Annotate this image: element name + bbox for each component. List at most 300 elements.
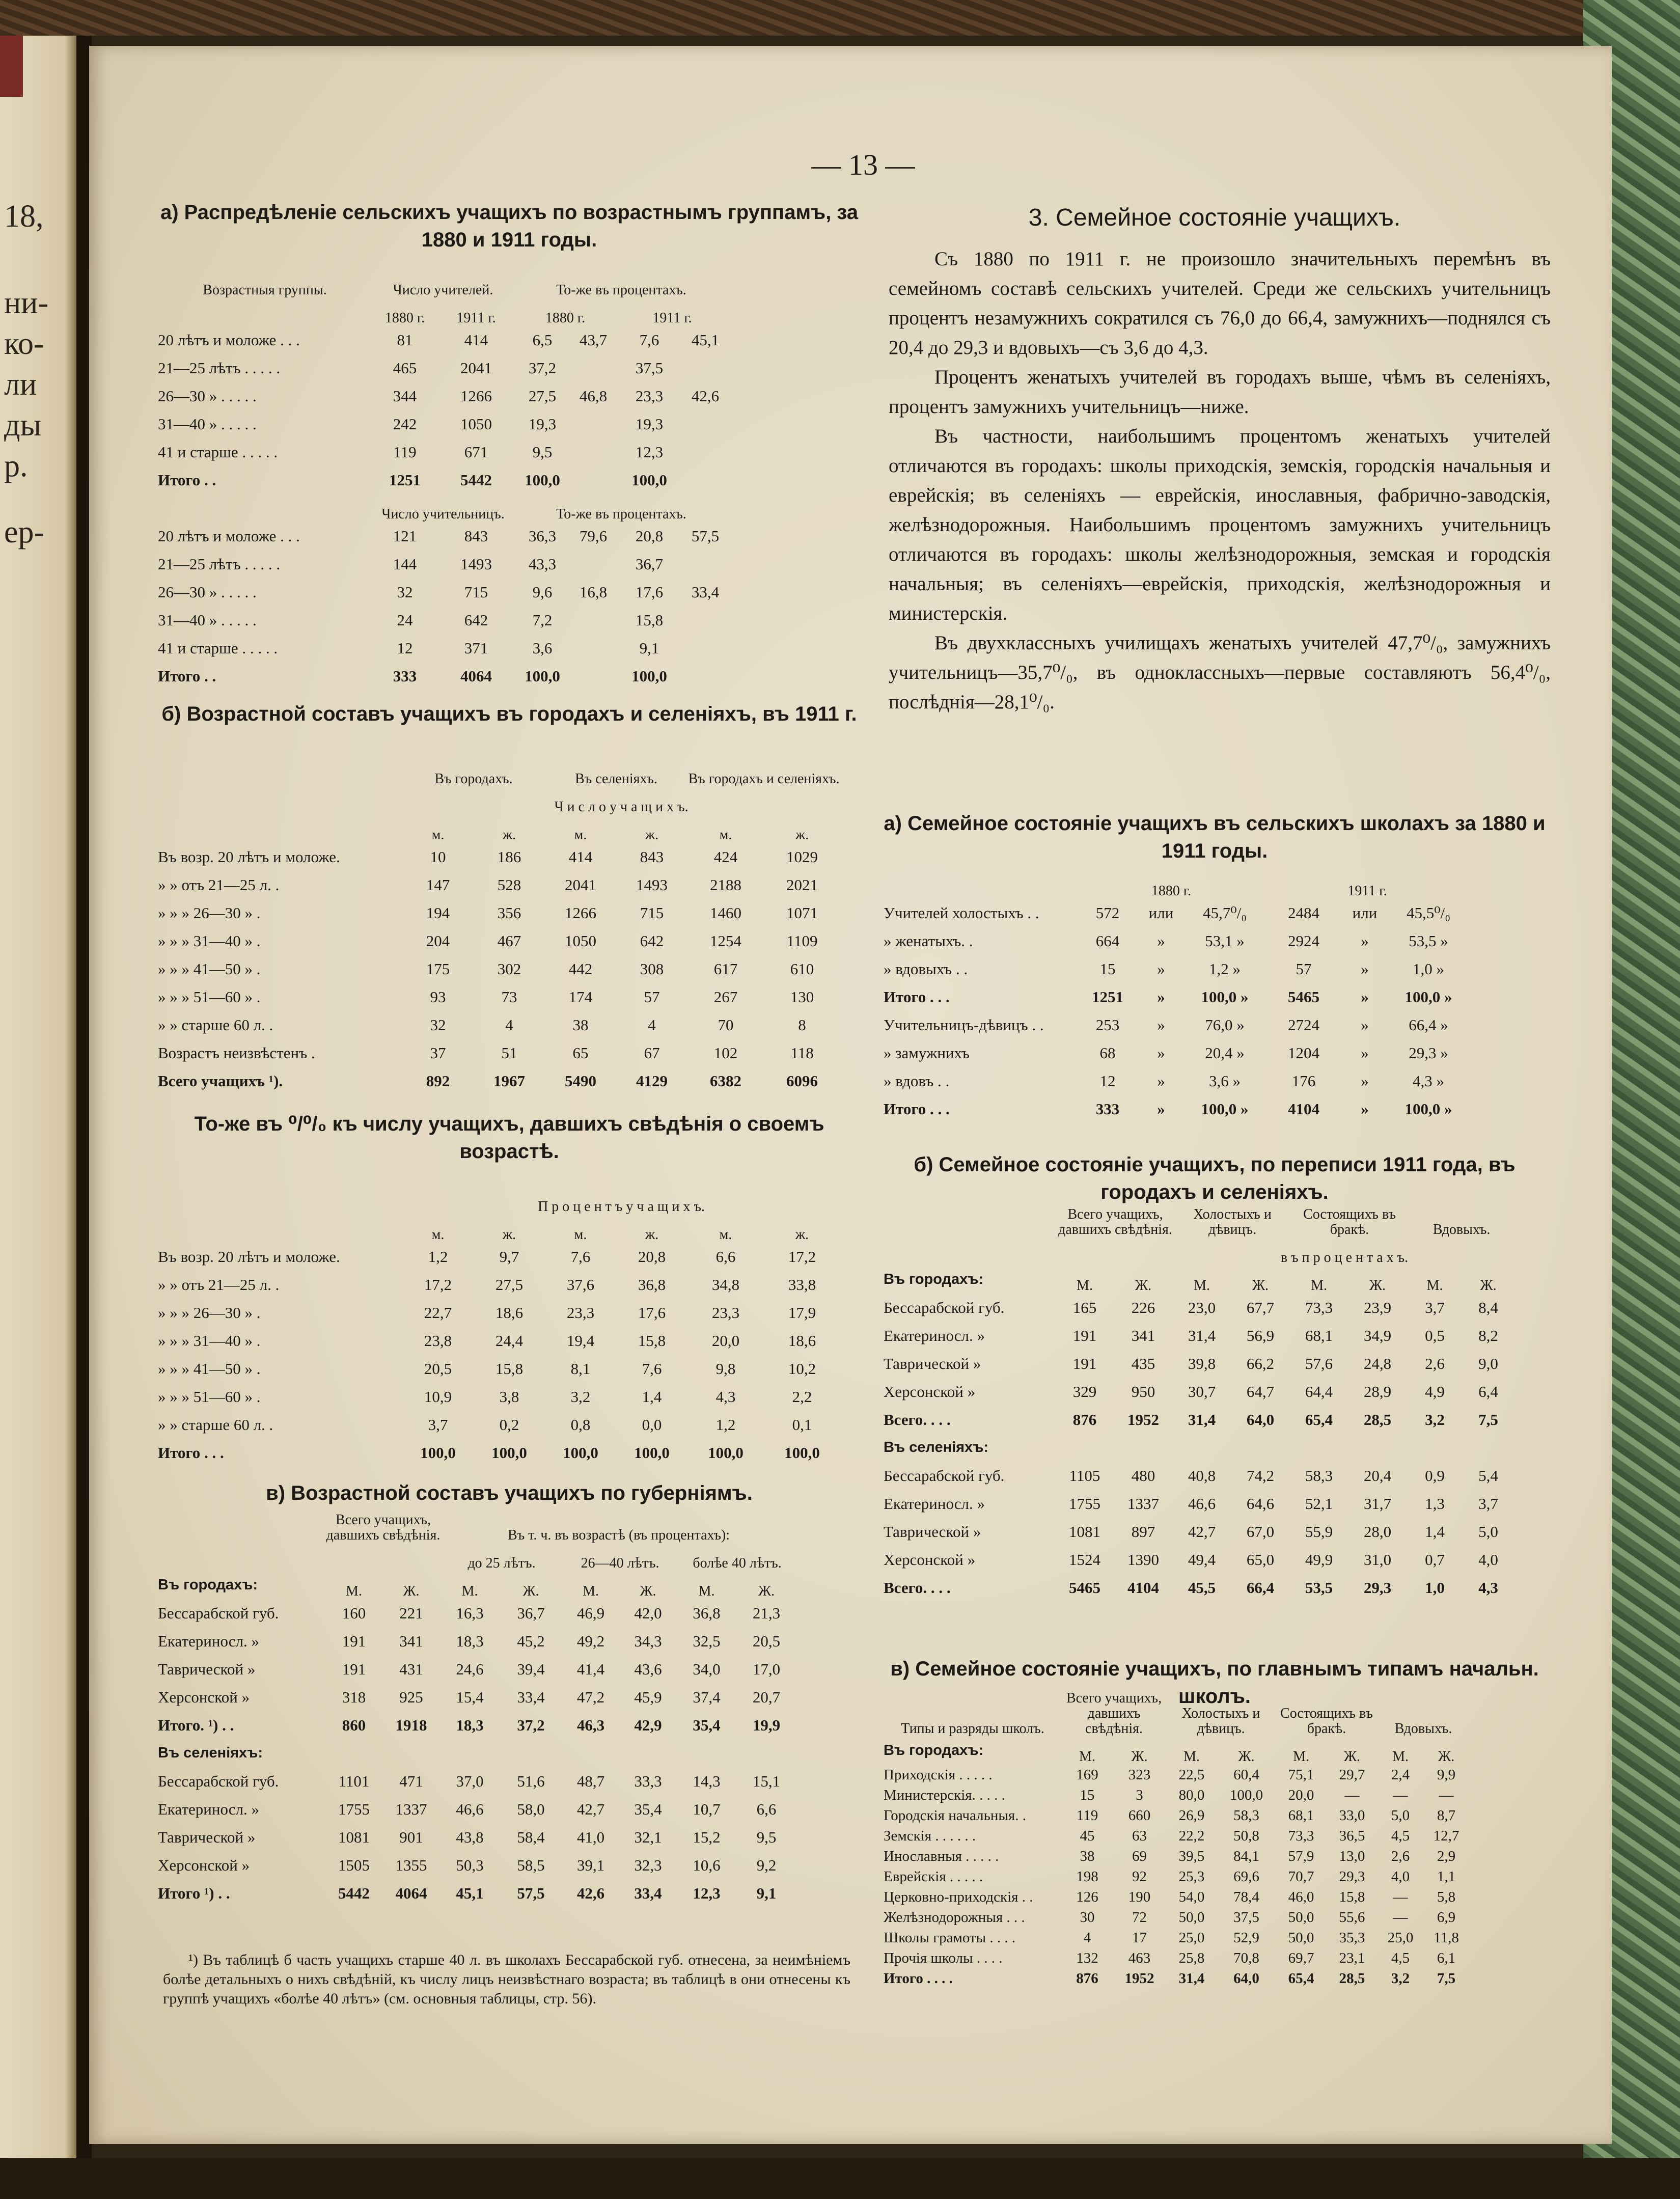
table-cell: 1755 (338, 1800, 370, 1818)
table-cell: 100,0 (784, 1443, 820, 1462)
table-cell: 1,2 » (1209, 959, 1241, 978)
table-cell: То-же въ процентахъ. (556, 282, 686, 298)
table-row (158, 1879, 797, 1907)
header-row (884, 1207, 1515, 1238)
table-cell: Ж. (1369, 1278, 1386, 1294)
table-cell: 19,9 (752, 1716, 781, 1734)
table-cell: 1,0 » (1413, 959, 1444, 978)
table-cell: М. (1194, 1278, 1210, 1294)
header-row (158, 1513, 797, 1543)
table-cell: 3,7 (428, 1415, 448, 1434)
table-cell: 9,1 (756, 1884, 777, 1902)
table-cell: 843 (640, 847, 664, 866)
table-cell: 132 (1076, 1949, 1098, 1966)
table-cell: 2924 (1288, 931, 1319, 950)
table-cell: 58,3 (1305, 1466, 1333, 1485)
table-cell: Всего. . . . (884, 1410, 951, 1428)
table-cell: 3,2 (570, 1387, 591, 1406)
header-row (158, 298, 728, 326)
table-cell: ж. (645, 827, 659, 843)
table-cell: 76,0 » (1205, 1015, 1245, 1034)
table-cell: 715 (640, 903, 664, 922)
table-cell: Холостыхъ и дѣвицъ. (1193, 1207, 1272, 1238)
table-cell: » (1361, 931, 1369, 950)
table-cell: 45,7⁰/₀ (1202, 903, 1247, 922)
table-cell: 5465 (1288, 987, 1319, 1006)
cover-bottom-edge (0, 2158, 1680, 2199)
table-cell: 60,4 (1233, 1766, 1259, 1783)
table-cell: » (1361, 1015, 1369, 1034)
table-cell: 46,6 (1188, 1494, 1216, 1513)
table-cell: 9,2 (756, 1856, 777, 1874)
table-cell: 1081 (1069, 1522, 1100, 1541)
table-cell: 1071 (786, 903, 818, 922)
table-cell: 253 (1095, 1015, 1120, 1034)
table-cell: 1,2 (428, 1247, 448, 1266)
table-cell: до 25 лѣтъ. (467, 1555, 536, 1571)
table-cell: 67,0 (1246, 1522, 1275, 1541)
table-cell: 1460 (710, 903, 742, 922)
table-cell: 5,0 (1391, 1807, 1410, 1824)
table-cell (570, 438, 616, 466)
table-cell: 6,4 (1478, 1382, 1498, 1400)
table-cell (570, 466, 616, 494)
table-cell: 329 (1072, 1382, 1097, 1400)
table-cell: 715 (464, 583, 488, 601)
table-cell: 100,0 (525, 471, 560, 489)
table-cell: Ж. (1131, 1749, 1148, 1765)
table-row (158, 410, 728, 438)
table-row (884, 1928, 1469, 1948)
table-cell: Въ городахъ: (884, 1742, 984, 1758)
table-cell: 66,4 » (1409, 1015, 1448, 1034)
table-cell: 73 (501, 987, 517, 1006)
table-cell: 2,6 (1391, 1848, 1410, 1864)
table-cell: 67,7 (1246, 1298, 1275, 1316)
table-row (158, 382, 728, 410)
table-cell: 4104 (1288, 1100, 1319, 1118)
table-cell: 36,7 (635, 555, 664, 573)
table-cell: 5,8 (1437, 1888, 1456, 1905)
table-cell: 6,6 (756, 1800, 777, 1818)
table-cell: 58,4 (517, 1828, 545, 1846)
table-cell: 75,1 (1288, 1766, 1314, 1783)
table-row (884, 1406, 1515, 1434)
table-cell: 2188 (710, 875, 742, 894)
table-cell: Холостыхъ и дѣвицъ. (1181, 1706, 1260, 1737)
table-cell: 55,6 (1339, 1909, 1365, 1926)
table-cell: 2484 (1288, 903, 1319, 922)
table-cell: 424 (713, 847, 738, 866)
table-cell: 2,6 (1425, 1354, 1445, 1372)
table-cell: 1050 (565, 931, 597, 950)
header-row (158, 1215, 840, 1243)
table-cell: 5442 (338, 1884, 370, 1902)
table-cell: 24 (397, 611, 413, 629)
table-cell: 191 (342, 1632, 366, 1650)
table-row (158, 326, 728, 354)
table-cell: Херсонской » (884, 1382, 976, 1400)
table-row (158, 634, 728, 662)
table-cell: 45 (1080, 1827, 1095, 1844)
header-row (884, 1737, 1469, 1765)
table-cell: Итого ¹) . . (158, 1884, 230, 1902)
table-cell: 46,8 (579, 387, 608, 405)
table-cell: 610 (790, 959, 814, 978)
table-cell: 318 (342, 1688, 366, 1706)
table-cell: 4064 (395, 1884, 427, 1902)
table-cell: 414 (464, 331, 488, 349)
table-cell: 3,8 (499, 1387, 519, 1406)
right-body-text (889, 244, 1551, 717)
table-cell: 4,3 (715, 1387, 736, 1406)
table-cell: 897 (1131, 1522, 1155, 1541)
table-cell: Возрастныя группы. (203, 282, 327, 298)
table-cell: 1880 г. (545, 310, 586, 326)
table-cell: 12,7 (1433, 1827, 1459, 1844)
table-cell: Ж. (1238, 1749, 1255, 1765)
table-row (884, 1785, 1469, 1805)
table-cell: 40,8 (1188, 1466, 1216, 1485)
table-cell (158, 787, 402, 815)
table-cell: 6096 (786, 1071, 818, 1090)
table-cell: 480 (1131, 1466, 1155, 1485)
table-cell: 57 (644, 987, 660, 1006)
table-cell: Въ городахъ и селеніяхъ. (688, 771, 840, 787)
table-cell: 371 (464, 639, 488, 657)
table-cell: 57,6 (1305, 1354, 1333, 1372)
table-cell: 38 (572, 1015, 589, 1034)
table-cell: 54,0 (1178, 1888, 1205, 1905)
table-cell: 118 (790, 1043, 814, 1062)
table-cell: 435 (1131, 1354, 1155, 1372)
table-cell: 100,0 (631, 667, 667, 685)
table-row (884, 1350, 1515, 1378)
table-row (158, 662, 728, 690)
table-cell: Еврейскія . . . . . (884, 1868, 983, 1885)
table-cell: Возрастъ неизвѣстенъ . (158, 1043, 315, 1062)
table-cell: 92 (1132, 1868, 1147, 1885)
table-cell: 35,4 (693, 1716, 721, 1734)
table-cell: Итого . . . (884, 987, 950, 1006)
table-cell: ж. (502, 1227, 516, 1243)
table-row (158, 843, 840, 871)
table-cell: 5490 (565, 1071, 597, 1090)
table-cell: 147 (426, 875, 450, 894)
table-cell: 55,9 (1305, 1522, 1333, 1541)
table-cell: 15,8 (638, 1331, 666, 1350)
table-cell: 31,4 (1188, 1326, 1216, 1344)
table-cell: М. (1293, 1749, 1309, 1765)
right-table-c (884, 1691, 1469, 1989)
table-cell: 20,4 » (1205, 1043, 1245, 1062)
cover-top-edge (0, 0, 1680, 36)
table-cell: м. (719, 827, 732, 843)
table-row (158, 1299, 840, 1327)
table-row (158, 1795, 797, 1823)
table-cell: 32 (430, 1015, 446, 1034)
table-cell: 1911 г. (652, 310, 692, 326)
table-cell: 64,6 (1246, 1494, 1275, 1513)
table-cell: » (1157, 1043, 1165, 1062)
table-cell: 10 (430, 847, 446, 866)
table-cell: 2724 (1288, 1015, 1319, 1034)
table-cell: 43,8 (456, 1828, 484, 1846)
table-cell: 0,8 (570, 1415, 591, 1434)
table-cell: 37,0 (456, 1772, 484, 1790)
table-cell: Бессарабской губ. (884, 1466, 1005, 1485)
table-cell: 37,4 (693, 1688, 721, 1706)
table-cell: 14,3 (693, 1772, 721, 1790)
table-cell: Всего учащихъ ¹). (158, 1071, 283, 1090)
table-cell: 41,4 (576, 1660, 605, 1678)
table-cell (682, 466, 728, 494)
table-cell: 20,4 (1363, 1466, 1392, 1485)
table-cell: 37,2 (517, 1716, 545, 1734)
table-cell: 46,3 (576, 1716, 605, 1734)
table-cell: 130 (790, 987, 814, 1006)
table-cell: 20,8 (635, 527, 664, 545)
table-cell (158, 759, 402, 787)
table-cell: 65 (572, 1043, 589, 1062)
table-cell: » вдовыхъ . . (884, 959, 968, 978)
table-cell: 100,0 (708, 1443, 743, 1462)
table-cell: 79,6 (579, 527, 608, 545)
table-row (158, 1271, 840, 1299)
table-cell: 1,4 (1425, 1522, 1445, 1541)
table-cell: 356 (497, 903, 521, 922)
table-cell: 45,1 (691, 331, 720, 349)
table-cell: 70,7 (1288, 1868, 1314, 1885)
table-cell: 22,2 (1178, 1827, 1205, 1844)
table-cell: 8 (798, 1015, 806, 1034)
table-row (158, 1627, 797, 1655)
prev-page-fragment: 18, (4, 199, 44, 234)
header-row (158, 1739, 797, 1767)
table-cell: 39,1 (576, 1856, 605, 1874)
table-cell: 467 (497, 931, 521, 950)
table-cell: 1390 (1127, 1550, 1159, 1569)
header-row (158, 759, 840, 787)
table-cell: Ж. (1135, 1278, 1152, 1294)
table-cell: Всего учащихъ, давшихъ свѣдѣнія. (1058, 1207, 1172, 1238)
table-cell: 26—30 » . . . . . (158, 583, 257, 601)
table-cell: 39,8 (1188, 1354, 1216, 1372)
table-cell (1057, 1238, 1174, 1266)
table-cell (158, 298, 372, 326)
table-cell: М. (698, 1583, 715, 1599)
table-cell: » вдовъ . . (884, 1071, 950, 1090)
table-cell: 2,4 (1391, 1766, 1410, 1783)
table-cell: Типы и разряды школъ. (901, 1721, 1044, 1737)
table-cell: 46,9 (576, 1604, 605, 1622)
table-cell: 10,2 (788, 1359, 816, 1378)
table-row (158, 578, 728, 606)
left-table-b-title: б) Возрастной составъ учащихъ въ городахъ и селеніяхъ, въ 1911 г. (161, 703, 857, 725)
table-cell: 50,0 (1178, 1909, 1205, 1926)
table-cell: 36,8 (693, 1604, 721, 1622)
table-cell: 24,6 (456, 1660, 484, 1678)
table-row (158, 1851, 797, 1879)
table-cell: 58,3 (1233, 1807, 1259, 1824)
table-cell: 39,5 (1178, 1848, 1205, 1864)
table-cell: 341 (1131, 1326, 1155, 1344)
table-cell: » (1157, 931, 1165, 950)
table-cell: М. (461, 1583, 478, 1599)
table-row (884, 1887, 1469, 1907)
table-cell: 53,1 » (1205, 931, 1245, 950)
table-cell: 308 (640, 959, 664, 978)
table-cell: 15,4 (456, 1688, 484, 1706)
table-cell: 45,2 (517, 1632, 545, 1650)
table-row (158, 983, 840, 1011)
table-cell: Ж. (403, 1583, 420, 1599)
table-row (884, 1805, 1469, 1826)
table-cell: 1,2 (715, 1415, 736, 1434)
table-cell: 22,7 (424, 1303, 452, 1322)
table-cell: 45,5⁰/₀ (1406, 903, 1451, 922)
table-row (884, 1907, 1469, 1928)
table-cell: 58,0 (517, 1800, 545, 1818)
right-table-a-title: а) Семейное состояніе учащихъ въ сельскихъ школахъ за 1880 и 1911 годы. (884, 812, 1546, 862)
header-row (884, 1266, 1515, 1294)
table-cell: М. (1392, 1749, 1409, 1765)
table-cell: 1105 (1069, 1466, 1100, 1485)
table-cell: м. (719, 1227, 732, 1243)
table-cell: 33,0 (1339, 1807, 1365, 1824)
table-cell: 31,0 (1363, 1550, 1392, 1569)
table-cell: 17,9 (788, 1303, 816, 1322)
table-cell: Ж. (1480, 1278, 1497, 1294)
table-cell: 341 (399, 1632, 423, 1650)
table-cell: 69,7 (1288, 1949, 1314, 1966)
left-table-a (158, 270, 728, 690)
table-cell: м. (574, 827, 587, 843)
table-cell: 950 (1131, 1382, 1155, 1400)
table-cell: 34,0 (693, 1660, 721, 1678)
table-cell: Ж. (1343, 1749, 1361, 1765)
table-row (158, 1823, 797, 1851)
table-cell: 169 (1076, 1766, 1098, 1783)
table-cell: 74,2 (1246, 1466, 1275, 1485)
table-cell: 7,6 (570, 1247, 591, 1266)
table-cell: — (1439, 1786, 1454, 1803)
table-row (158, 871, 840, 899)
table-row (884, 983, 1469, 1011)
table-cell (884, 1238, 1057, 1266)
table-cell: 4,0 (1478, 1550, 1498, 1569)
table-cell: 20,8 (638, 1247, 666, 1266)
header-row (884, 1238, 1515, 1266)
table-cell: 1355 (395, 1856, 427, 1874)
table-cell: 36,8 (638, 1275, 666, 1294)
table-cell: 31—40 » . . . . . (158, 415, 257, 433)
table-cell: » » » 41—50 » . (158, 1359, 261, 1378)
table-cell: 572 (1095, 903, 1120, 922)
table-cell: 24,4 (495, 1331, 524, 1350)
table-cell: 2021 (786, 875, 818, 894)
table-cell: 119 (393, 443, 417, 461)
table-cell: 15 (1080, 1786, 1095, 1803)
table-cell: 29,3 (1339, 1868, 1365, 1885)
table-cell (158, 815, 402, 843)
table-cell: 42,7 (1188, 1522, 1216, 1541)
table-cell: 1251 (1092, 987, 1123, 1006)
paragraph: Съ 1880 по 1911 г. не произошло значительныхъ перемѣнъ въ семейномъ составѣ сельскихъ учителей. Среди же сельскихъ учительницъ процентъ незамужнихъ сократился съ 76,0 до 66,4, замужнихъ—поднялся съ 20,4 до 29,3 и вдовыхъ—съ 3,6 до 4,3. (889, 248, 1551, 359)
table-cell: 190 (1128, 1888, 1151, 1905)
table-cell: 37,5 (635, 359, 664, 377)
table-cell: 8,4 (1478, 1298, 1498, 1316)
table-cell: 8,2 (1478, 1326, 1498, 1344)
page-number: — 13 — (811, 148, 915, 181)
table-cell: 26,9 (1178, 1807, 1205, 1824)
table-cell: 4,5 (1391, 1827, 1410, 1844)
table-cell: Вдовыхъ. (1394, 1721, 1452, 1737)
table-cell: 7,5 (1437, 1970, 1456, 1987)
table-cell: 78,4 (1233, 1888, 1259, 1905)
table-cell: 41,0 (576, 1828, 605, 1846)
table-cell: Церковно-приходскія . . (884, 1888, 1033, 1905)
table-cell: 23,3 (566, 1303, 595, 1322)
table-cell: 20,0 (711, 1331, 740, 1350)
table-cell: 29,3 » (1409, 1043, 1448, 1062)
table-cell: 4129 (636, 1071, 668, 1090)
table-cell: 3,7 (1425, 1298, 1445, 1316)
table-cell: 29,3 (1363, 1578, 1392, 1597)
table-cell: Ж. (758, 1583, 775, 1599)
table-cell: 9,6 (532, 583, 553, 601)
table-cell: 3,7 (1478, 1494, 1498, 1513)
table-cell: 65,4 (1305, 1410, 1333, 1428)
right-table-a (884, 871, 1469, 1123)
table-row (158, 1439, 840, 1467)
table-cell: Въ т. ч. въ возрастѣ (въ процентахъ): (508, 1527, 730, 1543)
table-cell (884, 871, 1077, 899)
table-cell: М. (1077, 1278, 1093, 1294)
table-cell: 1880 г. (1151, 883, 1192, 899)
table-cell: 15,8 (1339, 1888, 1365, 1905)
table-cell: 65,0 (1246, 1550, 1275, 1569)
table-row (158, 1711, 797, 1739)
table-cell: 843 (464, 527, 488, 545)
table-row (158, 1411, 840, 1439)
table-cell: 45,5 (1188, 1578, 1216, 1597)
table-row (884, 899, 1469, 927)
table-cell: М. (1183, 1749, 1200, 1765)
table-cell: 160 (342, 1604, 366, 1622)
table-cell: 431 (399, 1660, 423, 1678)
table-cell: Бессарабской губ. (158, 1772, 279, 1790)
table-row (884, 1826, 1469, 1846)
table-cell: 226 (1131, 1298, 1155, 1316)
table-row (884, 1866, 1469, 1887)
table-cell: 6,6 (715, 1247, 736, 1266)
table-cell: 15,2 (693, 1828, 721, 1846)
table-row (884, 1948, 1469, 1968)
table-cell: 6,5 (532, 331, 553, 349)
table-cell: 49,4 (1188, 1550, 1216, 1569)
table-cell (570, 550, 616, 578)
table-cell: 38 (1080, 1848, 1095, 1864)
table-cell: » (1157, 1015, 1165, 1034)
table-cell: 25,8 (1178, 1949, 1205, 1966)
table-cell: Ч и с л о у ч а щ и х ъ. (554, 799, 688, 815)
table-cell: 664 (1095, 931, 1120, 950)
table-cell: 13,0 (1339, 1848, 1365, 1864)
table-cell: 26—40 лѣтъ. (581, 1555, 659, 1571)
table-cell: 66,2 (1246, 1354, 1275, 1372)
table-cell (158, 1513, 326, 1543)
